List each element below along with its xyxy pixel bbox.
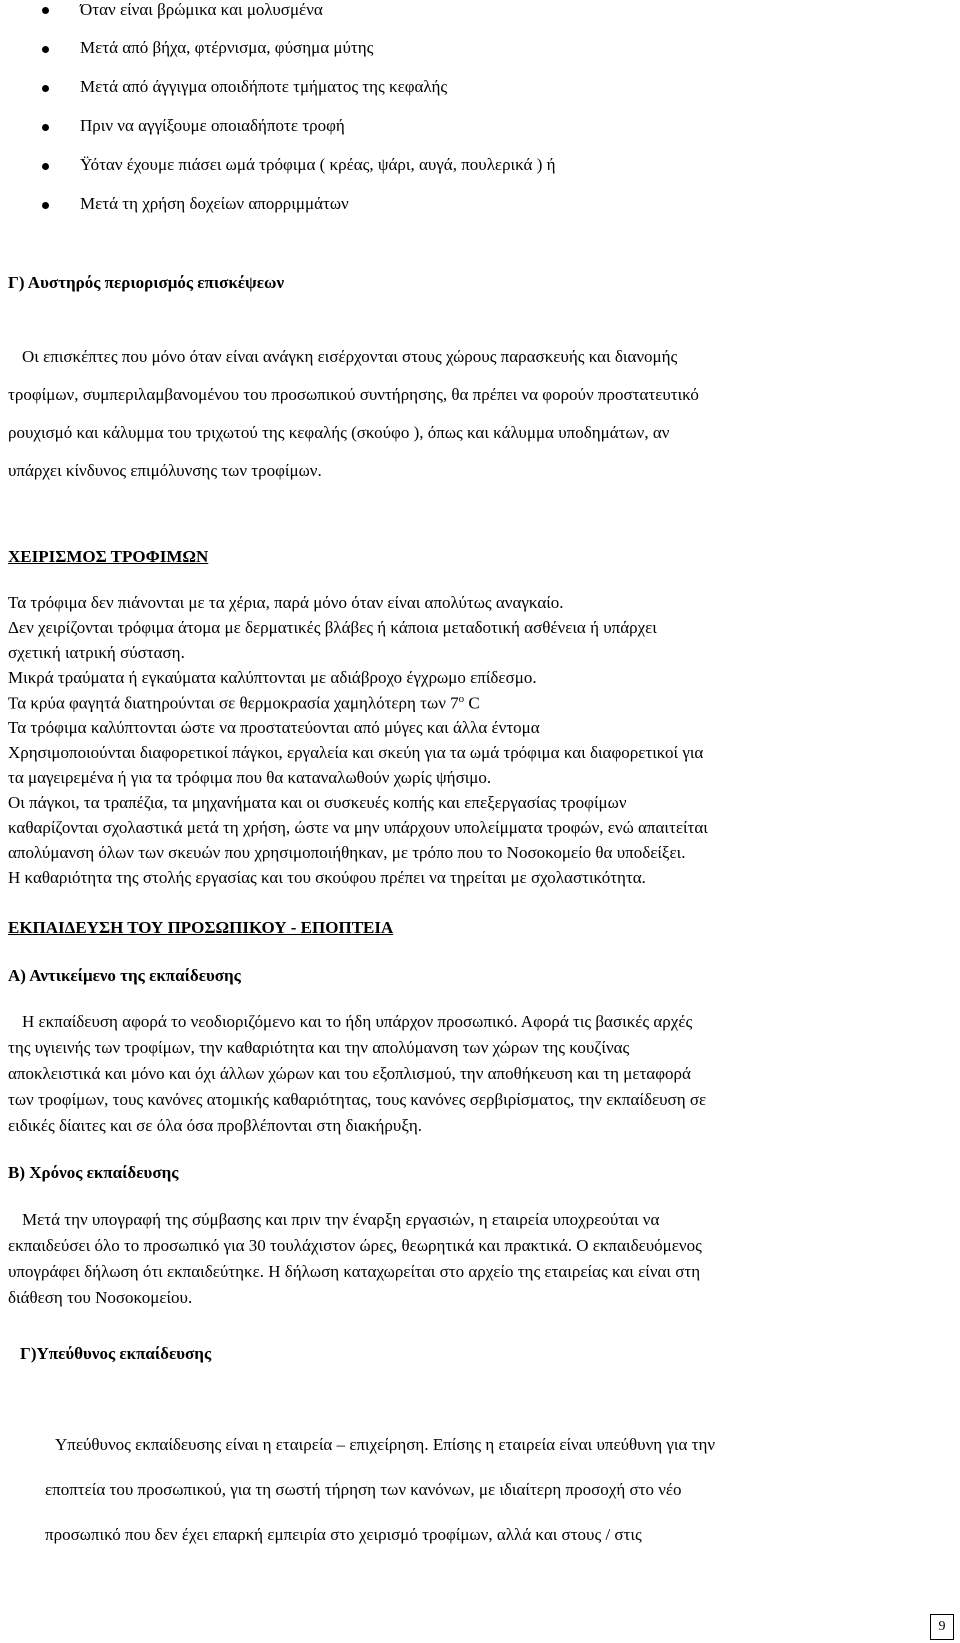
training-b-line: διάθεση του Νοσοκομείου.	[8, 1288, 193, 1307]
bullet-item: Όταν είναι βρώμικα και μολυσμένα	[80, 0, 323, 19]
training-c-line: προσωπικό που δεν έχει επαρκή εμπειρία στο χειρισμό τροφίμων, αλλά και στους / στις	[45, 1525, 642, 1544]
visitors-line: Οι επισκέπτες που μόνο όταν είναι ανάγκη εισέρχονται στους χώρους παρασκευής και διανομής	[22, 347, 678, 366]
bullet-dot	[42, 85, 49, 92]
training-a-line: αποκλειστικά και μόνο και όχι άλλων χώρων και του εξοπλισμού, την αποθήκευση και τη μεταφορά	[8, 1064, 691, 1083]
handling-line: Τα τρόφιμα καλύπτονται ώστε να προστατεύονται από μύγες και άλλα έντομα	[8, 718, 540, 737]
handling-line: Οι πάγκοι, τα τραπέζια, τα μηχανήματα και οι συσκευές κοπής και επεξεργασίας τροφίμων	[8, 793, 627, 812]
visitors-line: τροφίμων, συμπεριλαμβανομένου του προσωπικού συντήρησης, θα πρέπει να φορούν προστατευτικό	[8, 385, 699, 404]
training-c-line: Υπεύθυνος εκπαίδευσης είναι η εταιρεία – επιχείρηση. Επίσης η εταιρεία είναι υπεύθυνη για την	[55, 1435, 716, 1454]
temperature-text: Τα κρύα φαγητά διατηρούνται σε θερμοκρασία χαμηλότερη των 7	[8, 693, 459, 713]
bullet-dot	[42, 124, 49, 131]
bullet-dot	[42, 7, 49, 14]
training-b-heading: Β) Χρόνος εκπαίδευσης	[8, 1163, 179, 1182]
training-a-line: ειδικές δίαιτες και σε όλα όσα προβλέπονται στη διακήρυξη.	[8, 1116, 423, 1135]
training-a-line: Η εκπαίδευση αφορά το νεοδιοριζόμενο και το ήδη υπάρχον προσωπικό. Αφορά τις βασικές αρχές	[22, 1012, 693, 1031]
handling-heading: ΧΕΙΡΙΣΜΟΣ ΤΡΟΦΙΜΩΝ	[8, 547, 209, 566]
degree-superscript: ο	[458, 693, 465, 705]
bullet-item: Μετά τη χρήση δοχείων απορριμμάτων	[80, 194, 349, 213]
training-heading: ΕΚΠΑΙΔΕΥΣΗ ΤΟΥ ΠΡΟΣΩΠΙΚΟΥ - ΕΠΟΠΤΕΙΑ	[8, 918, 394, 937]
visitors-line: υπάρχει κίνδυνος επιμόλυνσης των τροφίμων.	[8, 461, 322, 480]
page-number: 9	[930, 1614, 954, 1640]
bullet-item: Μετά από άγγιγμα οποιδήποτε τμήματος της κεφαλής	[80, 77, 448, 96]
bullet-dot	[42, 202, 49, 209]
training-a-line: της υγιεινής των τροφίμων, την καθαριότητα και την απολύμανση των χώρων της κουζίνας	[8, 1038, 630, 1057]
training-a-line: των τροφίμων, τους κανόνες ατομικής καθαριότητας, τους κανόνες σερβιρίσματος, την εκπαίδευση σε	[8, 1090, 707, 1109]
training-b-line: εκπαιδεύσει όλο το προσωπικό για 30 τουλάχιστον ώρες, θεωρητικά και πρακτικά. Ο εκπαιδευόμενος	[8, 1236, 702, 1255]
bullet-dot	[42, 46, 49, 53]
bullet-item: Μετά από βήχα, φτέρνισμα, φύσημα μύτης	[80, 38, 374, 57]
handling-line: απολύμανση όλων των σκευών που χρησιμοποιήθηκαν, με τρόπο που το Νοσοκομείο θα υποδείξει.	[8, 843, 686, 862]
bullet-item: Ϋόταν έχουμε πιάσει ωμά τρόφιμα ( κρέας, ψάρι, αυγά, πουλερικά ) ή	[80, 155, 556, 174]
handling-line: τα μαγειρεμένα ή για τα τρόφιμα που θα καταναλωθούν χωρίς ψήσιμο.	[8, 768, 492, 787]
training-c-line: εποπτεία του προσωπικού, για τη σωστή τήρηση των κανόνων, με ιδιαίτερη προσοχή στο νέο	[45, 1480, 682, 1499]
bullet-dot	[42, 163, 49, 170]
bullet-item: Πριν να αγγίξουμε οποιαδήποτε τροφή	[80, 116, 345, 135]
handling-line: Η καθαριότητα της στολής εργασίας και του σκούφου πρέπει να τηρείται με σχολαστικότητα.	[8, 868, 646, 887]
training-a-heading: Α) Αντικείμενο της εκπαίδευσης	[8, 966, 241, 985]
training-c-heading: Γ)Υπεύθυνος εκπαίδευσης	[20, 1344, 212, 1363]
handling-line: σχετική ιατρική σύσταση.	[8, 643, 185, 662]
handling-line: Τα τρόφιμα δεν πιάνονται με τα χέρια, παρά μόνο όταν είναι απολύτως αναγκαίο.	[8, 593, 564, 612]
handling-line: Μικρά τραύματα ή εγκαύματα καλύπτονται με αδιάβροχο έγχρωμο επίδεσμο.	[8, 668, 537, 687]
training-b-line: Μετά την υπογραφή της σύμβασης και πριν την έναρξη εργασιών, η εταιρεία υποχρεούται να	[22, 1210, 660, 1229]
handling-line: Δεν χειρίζονται τρόφιμα άτομα με δερματικές βλάβες ή κάποια μεταδοτική ασθένεια ή υπάρχει	[8, 618, 657, 637]
handling-line: Χρησιμοποιούνται διαφορετικοί πάγκοι, εργαλεία και σκεύη για τα ωμά τρόφιμα και διαφορετικοί για	[8, 743, 704, 762]
temperature-unit: C	[464, 693, 480, 713]
temperature-line	[8, 693, 480, 714]
handling-line: καθαρίζονται σχολαστικά μετά τη χρήση, ώστε να μην υπάρχουν υπολείμματα τροφών, ενώ απαιτείται	[8, 818, 708, 837]
training-b-line: υπογράφει δήλωση ότι εκπαιδεύτηκε. Η δήλωση καταχωρείται στο αρχείο της εταιρείας και είναι στη	[8, 1262, 701, 1281]
visitors-line: ρουχισμό και κάλυμμα του τριχωτού της κεφαλής (σκούφο ), όπως και κάλυμμα υποδημάτων, αν	[8, 423, 670, 442]
visitors-heading: Γ) Αυστηρός περιορισμός επισκέψεων	[8, 273, 285, 292]
